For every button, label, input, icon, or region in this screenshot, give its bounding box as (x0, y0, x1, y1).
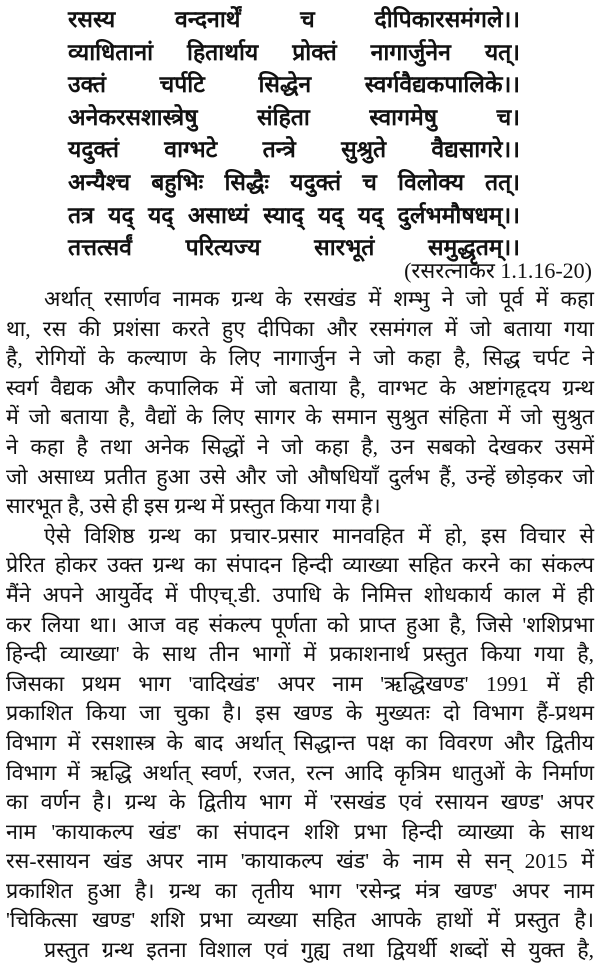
paragraph-line: सारभूत है, उसे ही इस ग्रन्थ में प्रस्तुत किया गया है। (6, 494, 381, 519)
paragraph-line: नाम 'कायाकल्प खंड' का संपादन शशि प्रभा हिन्दी व्याख्या के साथ (6, 819, 594, 844)
paragraph-line: विभाग में रसशास्त्र के बाद अर्थात् सिद्धान्त पक्ष का विवरण और द्वितीय (6, 730, 594, 755)
paragraph-line: अर्थात् रसार्णव नामक ग्रन्थ के रसखंड में शम्भु ने जो पूर्व में कहा (44, 287, 594, 311)
verse-line: तत्र यद् यद् असाध्यं स्याद् यद् यद् दुर्लभमौषधम्।। (68, 202, 520, 228)
paragraph-line: जिसका प्रथम भाग 'वादिखंड' अपर नाम 'ऋद्धिखण्ड' 1991 में ही (6, 671, 594, 696)
verse-line: अनेकरसशास्त्रेषु संहिता स्वागमेषु च। (68, 104, 520, 130)
paragraph-line: है, रोगियों के कल्याण के लिए नागार्जुन ने जो कहा है, सिद्ध चर्पट ने (6, 346, 594, 371)
paragraph-line: प्रकाशित किया जा चुका है। इस खण्ड के मुख्यतः दो विभाग हैं-प्रथम (6, 701, 594, 726)
paragraph-line: था, रस की प्रशंसा करते हुए दीपिका और रसमंगल में जो बताया गया (6, 316, 594, 341)
paragraph-line: का वर्णन है। ग्रन्थ के द्वितीय भाग में 'रसखंड एवं रसायन खण्ड' अपर (6, 790, 594, 815)
paragraph-line: मैंने अपने आयुर्वेद में पीएच्.डी. उपाधि के निमित्त शोधकार्य काल में ही (6, 582, 594, 607)
verse-line: व्याधितानां हितार्थाय प्रोक्तं नागार्जुनेन यत्। (68, 39, 520, 65)
paragraph-line: जो असाध्य प्रतीत हुआ उसे और जो औषधियाँ दुर्लभ हैं, उन्हें छोड़कर जो (6, 464, 594, 489)
verse-line: रसस्य वन्दनार्थें च दीपिकारसमंगले।। (68, 7, 520, 32)
paragraph-line: ने कहा है तथा अनेक सिद्धों ने जो कहा है, उन सबको देखकर उसमें (6, 434, 594, 459)
paragraph-line: प्रेरित होकर उक्त ग्रन्थ का संपादन हिन्दी व्याख्या सहित करने का संकल्प (6, 553, 594, 578)
paragraph-line: स्वर्ग वैद्यक और कपालिक में जो बताया है, वाग्भट के अष्टांगहृदय ग्रन्थ (6, 375, 594, 400)
paragraph-line: में जो बताया है, वैद्यों के लिए सागर के समान सुश्रुत संहिता में जो सुश्रुत (6, 405, 594, 430)
paragraph-line: हिन्दी व्याख्या' के साथ तीन भागों में प्रकाशनार्थ प्रस्तुत किया गया है, (6, 642, 594, 667)
verse-line: यदुक्तं वाग्भटे तन्त्रे सुश्रुते वैद्यसागरे।। (68, 137, 520, 163)
sanskrit-verse-block (68, 4, 520, 265)
verse-line: उक्तं चर्पटि सिद्धेन स्वर्गवैद्यकपालिके।। (68, 72, 520, 98)
verse-line: अन्यैश्च बहुभिः सिद्धैः यदुक्तं च विलोक्य तत्। (68, 169, 520, 195)
paragraph-line: प्रकाशित हुआ है। ग्रन्थ का तृतीय भाग 'रसेन्द्र मंत्र खण्ड' अपर नाम (6, 878, 594, 903)
paragraph-line: रस-रसायन खंड अपर नाम 'कायाकल्प खंड' के नाम से सन् 2015 में (6, 849, 594, 874)
paragraph-line: 'चिकित्सा खण्ड' शशि प्रभा व्यख्या सहित आपके हाथों में प्रस्तुत है। (6, 908, 594, 933)
paragraph-line: कर लिया था। आज वह संकल्प पूर्णता को प्राप्त हुआ है, जिसे 'शशिप्रभा (6, 612, 594, 637)
paragraph-line: ऐसे विशिष्ठ ग्रन्थ का प्रचार-प्रसार मानवहित में हो, इस विचार से (44, 523, 594, 548)
paragraph-line: विभाग में ऋद्धि अर्थात् स्वर्ण, रजत, रत्न आदि कृत्रिम धातुओं के निर्माण (6, 760, 594, 785)
verse-citation: (रसरत्नाकर 1.1.16-20) (404, 258, 592, 283)
verse-line: तत्तत्सर्वं परित्यज्य सारभूतं समुद्धृतम्।। (68, 235, 520, 261)
paragraph-line: प्रस्तुत ग्रन्थ इतना विशाल एवं गुह्य तथा द्वियर्थी शब्दों से युक्त है, (44, 938, 594, 963)
body-text (6, 285, 594, 966)
